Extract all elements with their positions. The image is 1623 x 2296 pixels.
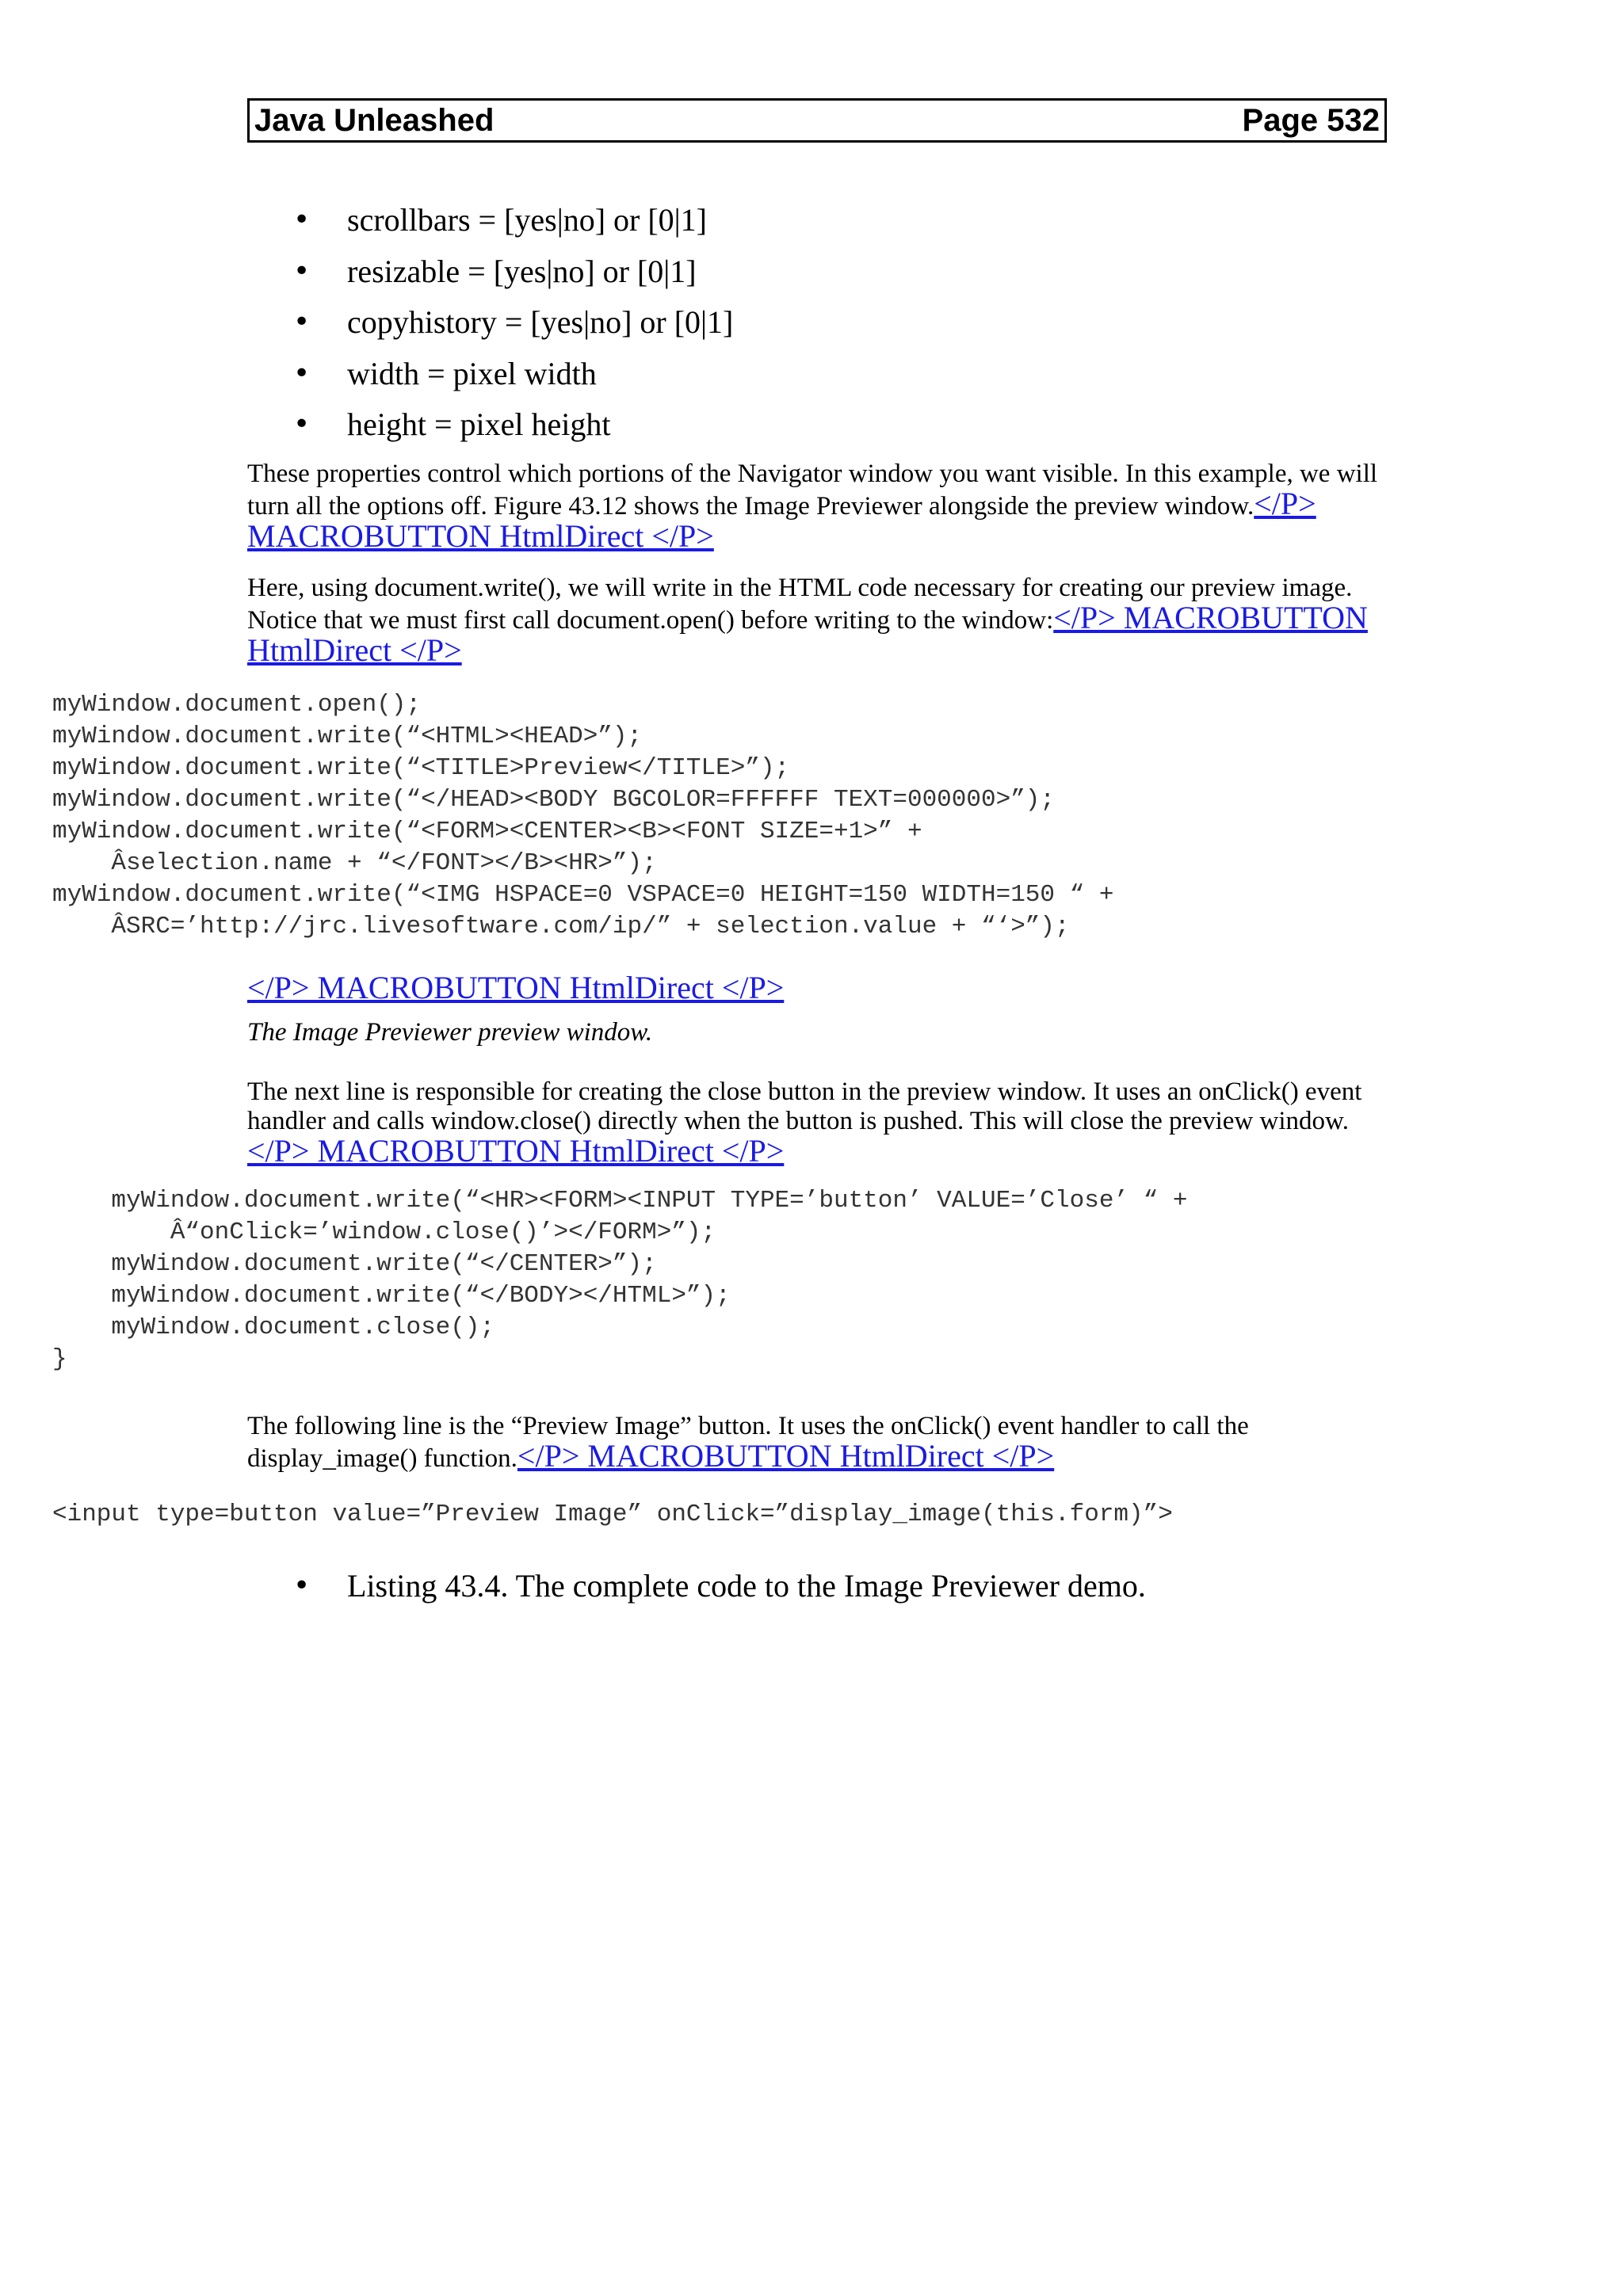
paragraph-text: Here, using document.write(), we will write in the HTML code necessary for creating our preview image. Notice that we must first call document.open() before writing to the window: — [247, 574, 1353, 635]
page-header — [247, 98, 1387, 143]
figure-block — [247, 970, 1396, 1047]
paragraph-text: These properties control which portions of the Navigator window you want visible. In this example, we will turn all the options off. Figure 43.12 shows the Image Previewer alongside the preview window. — [247, 460, 1378, 521]
paragraph-document-write — [247, 574, 1396, 668]
list-item: • width = pixel width — [293, 349, 733, 400]
paragraph-text: The following line is the “Preview Image” button. It uses the onClick() event handler to call the display_image() function. — [247, 1412, 1249, 1473]
macrobutton-link[interactable]: </P> MACROBUTTON HtmlDirect </P> — [517, 1438, 1055, 1474]
book-title: Java Unleashed — [254, 102, 495, 138]
listing-caption-item: • Listing 43.4. The complete code to the Image Previewer demo. — [293, 1561, 1146, 1611]
list-item: • resizable = [yes|no] or [0|1] — [293, 246, 733, 298]
page-number: Page 532 — [1242, 102, 1380, 138]
paragraph-properties — [247, 460, 1396, 554]
paragraph-close-button — [247, 1077, 1396, 1169]
paragraph-preview-button — [247, 1412, 1396, 1474]
code-listing-input-button: <input type=button value=”Preview Image” onClick=”display_image(this.form)”> — [52, 1501, 1173, 1528]
macrobutton-link[interactable]: </P> MACROBUTTON HtmlDirect </P> — [247, 600, 1368, 668]
list-item: • copyhistory = [yes|no] or [0|1] — [293, 297, 733, 349]
paragraph-text: The next line is responsible for creating the close button in the preview window. It uses an onClick() event handler and calls window.close() directly when the button is pushed. This will close the preview window. — [247, 1077, 1362, 1135]
macrobutton-link[interactable]: </P> MACROBUTTON HtmlDirect </P> — [247, 1133, 785, 1169]
list-item: • scrollbars = [yes|no] or [0|1] — [293, 195, 733, 246]
macrobutton-link[interactable]: </P> MACROBUTTON HtmlDirect </P> — [247, 970, 785, 1005]
macrobutton-link[interactable]: </P> MACROBUTTON HtmlDirect </P> — [247, 486, 1316, 554]
figure-caption: The Image Previewer preview window. — [247, 1018, 653, 1047]
code-listing-document-write: myWindow.document.open(); myWindow.document.write(“<HTML><HEAD>”); myWindow.document.write(“<TITLE>Preview</TITLE>”); myWindow.document.write(“</HEAD><BODY BGCOLOR=FFFFFF TEXT=000000>”); myWindow.document.write(“<FORM><CENTER><B><FONT SIZE=+1>” + Âselection.name + “</FONT></B><HR>”); myWindow.document.write(“<IMG HSPACE=0 VSPACE=0 HEIGHT=150 WIDTH=150 “ + ÂSRC=’http://jrc.livesoftware.com/ip/” + selection.value + “‘>”); — [52, 691, 1114, 940]
code-listing-close-button: myWindow.document.write(“<HR><FORM><INPUT TYPE=’button’ VALUE=’Close’ “ + Â“onClick=’window.close()’></FORM>”); myWindow.document.write(“</CENTER>”); myWindow.document.write(“</BODY></HTML>”); myWindow.document.close(); } — [52, 1187, 1188, 1373]
window-options-list — [293, 195, 733, 451]
list-item: • height = pixel height — [293, 399, 733, 451]
